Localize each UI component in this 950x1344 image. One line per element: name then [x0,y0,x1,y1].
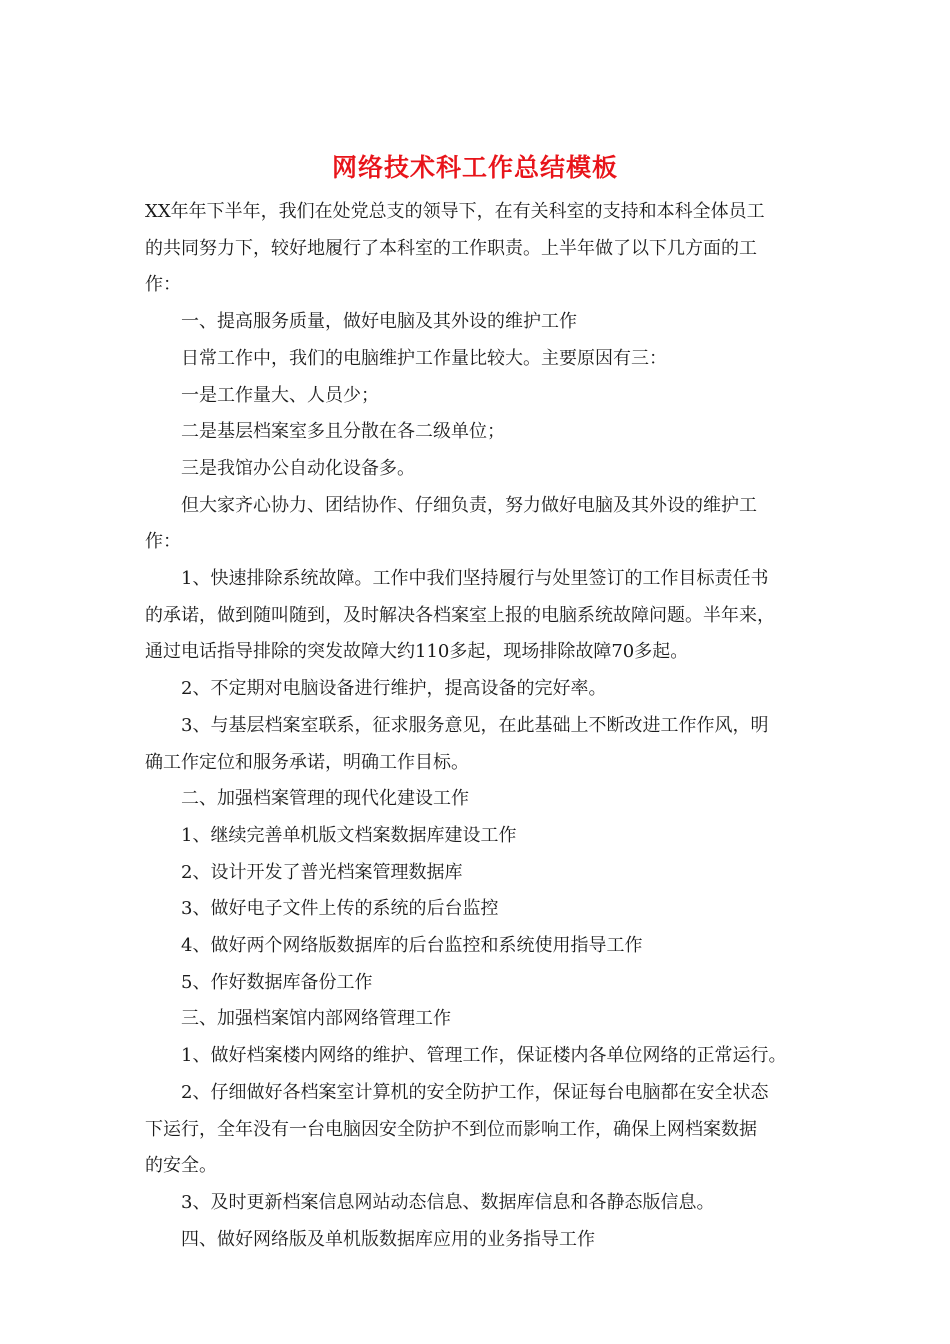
text-line: 1、继续完善单机版文档案数据库建设工作 [181,824,517,846]
text-line: 三是我馆办公自动化设备多。 [181,457,415,479]
text-line: XX年年下半年，我们在处党总支的领导下，在有关科室的支持和本科全体员工 [145,201,765,222]
text-line: 三、加强档案馆内部网络管理工作 [181,1008,451,1030]
text-line: 但大家齐心协力、团结协作、仔细负责，努力做好电脑及其外设的维护工 [181,494,757,516]
text-line: 二是基层档案室多且分散在各二级单位； [181,421,505,443]
text-line: 一、提高服务质量，做好电脑及其外设的维护工作 [181,311,577,333]
text-line: 四、做好网络版及单机版数据库应用的业务指导工作 [181,1228,595,1250]
text-line: 作： [145,274,181,296]
text-line: 的共同努力下，较好地履行了本科室的工作职责。上半年做了以下几方面的工 [145,237,757,259]
text-line: 作： [145,531,181,553]
text-line: 2、不定期对电脑设备进行维护，提高设备的完好率。 [181,678,607,700]
text-line: 二、加强档案管理的现代化建设工作 [181,788,469,810]
document-title: 网络技术科工作总结模板 [331,153,618,182]
text-line: 3、做好电子文件上传的系统的后台监控 [181,898,499,920]
text-line: 3、及时更新档案信息网站动态信息、数据库信息和各静态版信息。 [181,1191,715,1213]
text-line: 下运行，全年没有一台电脑因安全防护不到位而影响工作，确保上网档案数据 [145,1118,757,1140]
text-line: 一是工作量大、人员少； [181,384,379,406]
text-line: 1、做好档案楼内网络的维护、管理工作，保证楼内各单位网络的正常运行。 [181,1045,787,1067]
text-line: 1、快速排除系统故障。工作中我们坚持履行与处里签订的工作目标责任书 [181,568,769,590]
text-line: 2、仔细做好各档案室计算机的安全防护工作，保证每台电脑都在安全状态 [181,1081,769,1103]
text-line: 的安全。 [145,1155,217,1177]
text-line: 3、与基层档案室联系，征求服务意见，在此基础上不断改进工作作风，明 [181,714,769,736]
document-body [145,194,810,1258]
text-line: 通过电话指导排除的突发故障大约110多起，现场排除故障70多起。 [145,641,689,663]
text-line: 的承诺，做到随叫随到，及时解决各档案室上报的电脑系统故障问题。半年来， [145,604,775,626]
text-line: 确工作定位和服务承诺，明确工作目标。 [145,751,469,773]
text-line: 5、作好数据库备份工作 [181,971,373,993]
text-line: 2、设计开发了普光档案管理数据库 [181,861,463,883]
text-line: 日常工作中，我们的电脑维护工作量比较大。主要原因有三： [181,347,667,369]
text-line: 4、做好两个网络版数据库的后台监控和系统使用指导工作 [181,935,643,957]
